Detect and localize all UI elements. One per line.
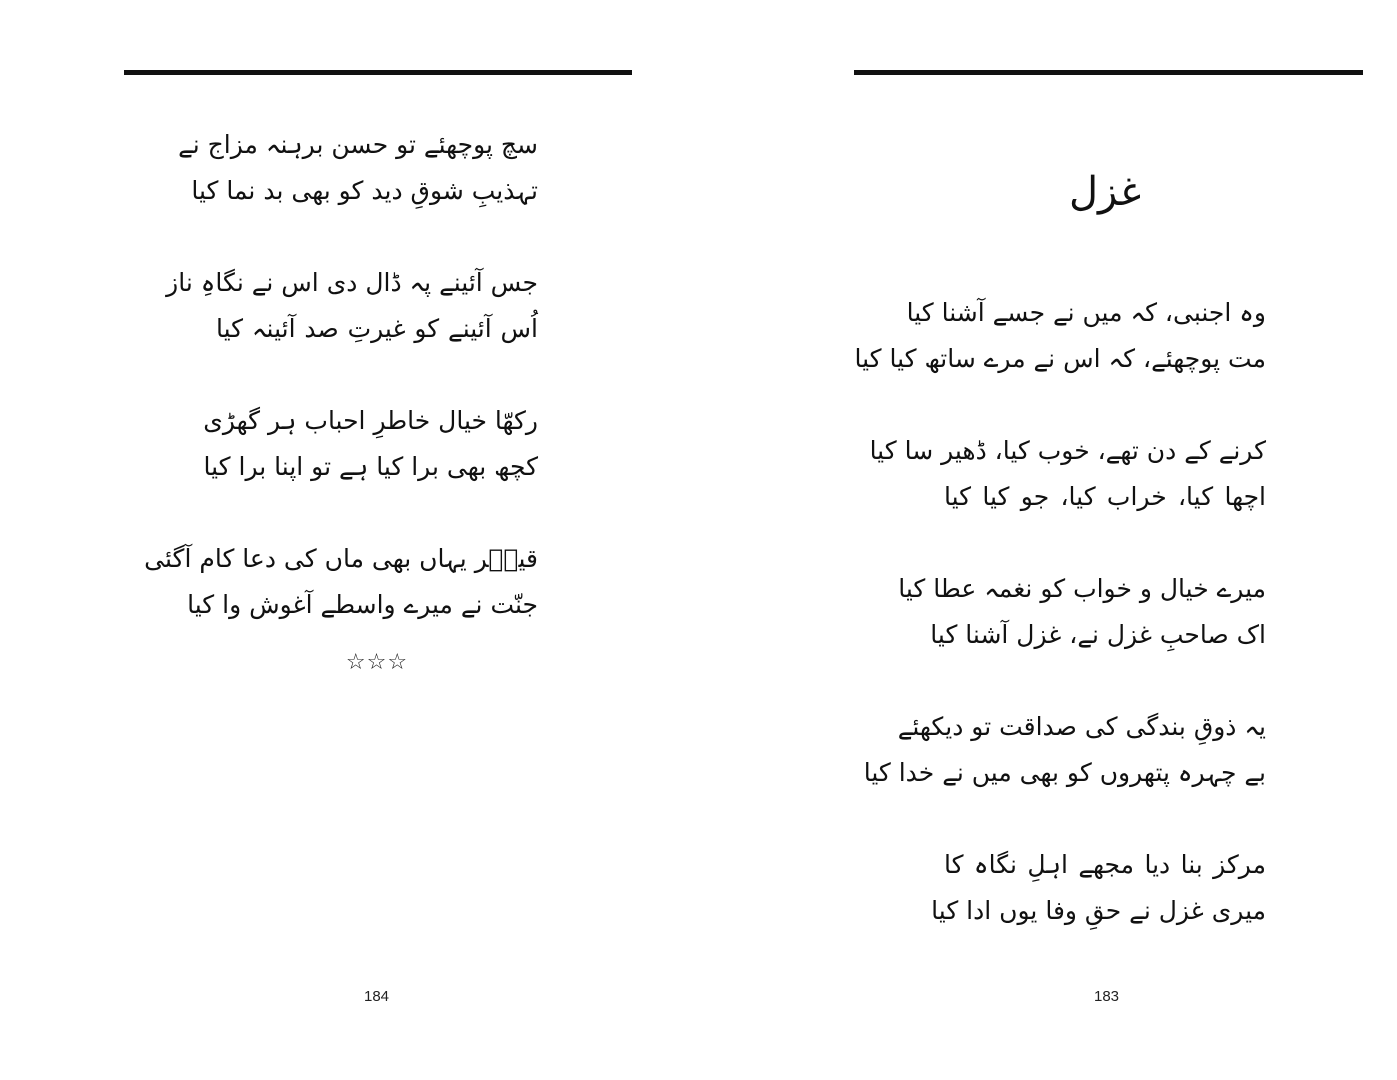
- verse-line: میری غزل نے حقِ وفا یوں ادا کیا: [931, 896, 1266, 925]
- verse-line: کرنے کے دن تھے، خوب کیا، ڈھیر سا کیا: [869, 436, 1266, 465]
- header-rule: [124, 70, 632, 75]
- verse-line: یہ ذوقِ بندگی کی صداقت تو دیکھئے: [897, 712, 1266, 741]
- poem-continuation: [144, 122, 538, 674]
- left-page: [0, 0, 698, 1080]
- stanza: [898, 566, 1266, 658]
- verse-line: قیصؔر یہاں بھی ماں کی دعا کام آگئی: [144, 544, 538, 573]
- stanza: [931, 842, 1266, 934]
- verse-line: میرے خیال و خواب کو نغمہ عطا کیا: [898, 574, 1266, 603]
- verse-line: اچھا کیا، خراب کیا، جو کیا کیا: [944, 482, 1266, 511]
- stanza: [863, 704, 1266, 796]
- verse-line: اُس آئینے کو غیرتِ صد آئینہ کیا: [216, 314, 538, 343]
- stanza: [869, 428, 1266, 520]
- stanza: [203, 398, 538, 490]
- verse-line: مرکز بنا دیا مجھے اہلِ نگاہ کا: [944, 850, 1266, 879]
- stanza: [166, 260, 538, 352]
- header-rule: [854, 70, 1363, 75]
- verse-line: وہ اجنبی، کہ میں نے جسے آشنا کیا: [906, 298, 1266, 327]
- verse-line: سچ پوچھئے تو حسن برہنہ مزاج نے: [178, 130, 538, 159]
- poem: [854, 290, 1266, 980]
- page-number: 184: [364, 988, 390, 1005]
- verse-line: اک صاحبِ غزل نے، غزل آشنا کیا: [930, 620, 1266, 649]
- verse-line: رکھّا خیال خاطرِ احباب ہر گھڑی: [203, 406, 538, 435]
- right-page: [698, 0, 1397, 1080]
- page-number: 183: [1094, 988, 1120, 1005]
- stanza: [178, 122, 538, 214]
- verse-line: مت پوچھئے، کہ اس نے مرے ساتھ کیا کیا: [854, 344, 1266, 373]
- end-ornament-stars-icon: ☆☆☆: [345, 650, 409, 675]
- stanza: [854, 290, 1266, 382]
- stanza: [144, 536, 538, 628]
- verse-line: بے چہرہ پتھروں کو بھی میں نے خدا کیا: [863, 758, 1266, 787]
- verse-line: تہذیبِ شوقِ دید کو بھی بد نما کیا: [191, 176, 538, 205]
- verse-line: کچھ بھی برا کیا ہے تو اپنا برا کیا: [203, 452, 538, 481]
- poem-title: غزل: [1068, 169, 1142, 215]
- verse-line: جنّت نے میرے واسطے آغوش وا کیا: [187, 590, 538, 619]
- verse-line: جس آئینے پہ ڈال دی اس نے نگاہِ ناز: [166, 268, 538, 297]
